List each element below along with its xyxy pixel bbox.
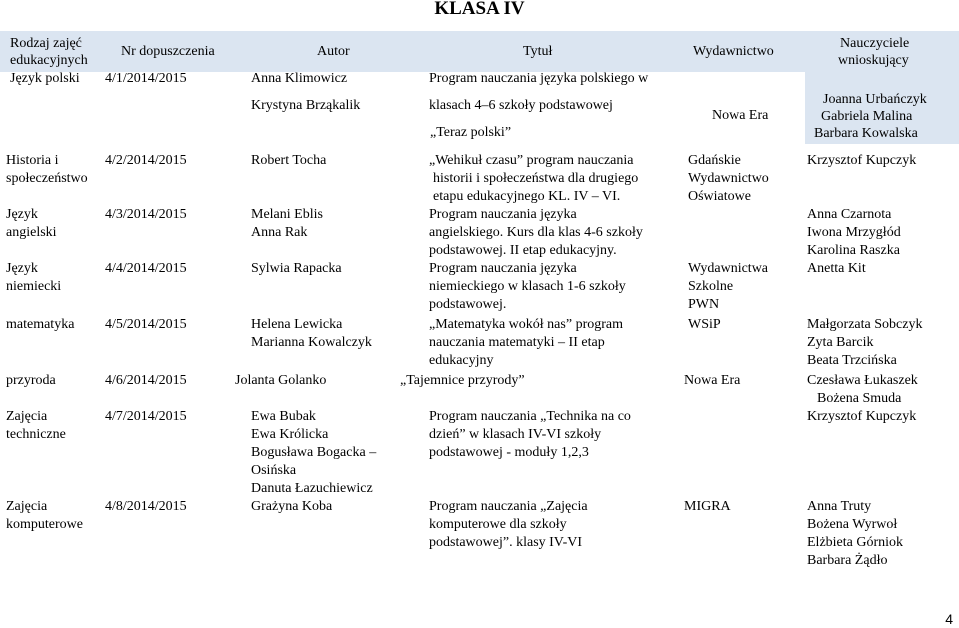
row-1-title-line-1: Program nauczania języka polskiego w	[429, 71, 649, 86]
header-title: Tytuł	[523, 44, 553, 59]
row-1-title-line-2: klasach 4–6 szkoły podstawowej	[429, 98, 613, 113]
row-7-author-2: Ewa Królicka	[251, 427, 329, 442]
row-8-teacher-1: Anna Truty	[807, 499, 872, 514]
header-publisher: Wydawnictwo	[693, 44, 774, 59]
row-3-title-line-3: podstawowej. II etap edukacyjny.	[429, 243, 617, 258]
row-1-author-1: Anna Klimowicz	[251, 71, 348, 86]
row-7-title-line-1: Program nauczania „Technika na co	[429, 409, 631, 424]
row-3-subject-line-1: Język	[6, 207, 38, 222]
row-4-subject-line-1: Język	[6, 261, 38, 276]
row-2-subject-line-1: Historia i	[6, 153, 59, 168]
row-1-teacher-2: Gabriela Malina	[821, 109, 913, 124]
row-8-publisher: MIGRA	[684, 499, 731, 514]
row-5-author-1: Helena Lewicka	[251, 317, 343, 332]
header-subject-line-2: edukacyjnych	[10, 53, 88, 68]
page-title: KLASA IV	[434, 0, 525, 19]
row-5-teacher-3: Beata Trzcińska	[807, 353, 897, 368]
header-author: Autor	[317, 44, 350, 59]
row-3-teacher-1: Anna Czarnota	[807, 207, 892, 222]
row-4-title-line-1: Program nauczania języka	[429, 261, 577, 276]
row-2-publisher-line-1: Gdańskie	[688, 153, 741, 168]
row-6-teacher-1: Czesława Łukaszek	[807, 373, 918, 388]
header-teachers-line-2: wnioskujący	[838, 53, 909, 68]
row-6-teacher-2: Bożena Smuda	[817, 391, 902, 406]
row-5-teacher-1: Małgorzata Sobczyk	[807, 317, 923, 332]
row-6-subject-line-1: przyroda	[6, 373, 56, 388]
row-5-number: 4/5/2014/2015	[105, 317, 187, 332]
row-6-publisher: Nowa Era	[684, 373, 741, 388]
row-4-author-1: Sylwia Rapacka	[251, 261, 342, 276]
row-2-title-line-2: historii i społeczeństwa dla drugiego	[433, 171, 639, 186]
row-1-subject-line-1: Język polski	[10, 71, 80, 86]
header-number: Nr dopuszczenia	[121, 44, 215, 59]
row-1-teacher-3: Barbara Kowalska	[814, 126, 918, 141]
row-1-teacher-1: Joanna Urbańczyk	[823, 92, 927, 107]
row-8-subject-line-2: komputerowe	[6, 517, 83, 532]
row-2-subject-line-2: społeczeństwo	[6, 171, 88, 186]
row-3-number: 4/3/2014/2015	[105, 207, 187, 222]
row-4-title-line-3: podstawowej.	[429, 297, 507, 312]
row-8-teacher-2: Bożena Wyrwoł	[807, 517, 898, 532]
row-1-author-2: Krystyna Brząkalik	[251, 98, 361, 113]
row-1-publisher: Nowa Era	[712, 108, 769, 123]
row-3-title-line-2: angielskiego. Kurs dla klas 4-6 szkoły	[429, 225, 643, 240]
row-2-number: 4/2/2014/2015	[105, 153, 187, 168]
row-3-teacher-2: Iwona Mrzygłód	[807, 225, 901, 240]
row-3-author-2: Anna Rak	[251, 225, 308, 240]
row-4-subject-line-2: niemiecki	[6, 279, 62, 294]
row-8-title-line-1: Program nauczania „Zajęcia	[429, 499, 588, 514]
row-7-author-4: Osińska	[251, 463, 297, 478]
row-5-teacher-2: Zyta Barcik	[807, 335, 874, 350]
row-3-subject-line-2: angielski	[6, 225, 57, 240]
row-8-subject-line-1: Zajęcia	[6, 499, 48, 514]
header-teachers-line-1: Nauczyciele	[840, 36, 910, 51]
row-3-author-1: Melani Eblis	[251, 207, 323, 222]
row-7-teacher-1: Krzysztof Kupczyk	[807, 409, 917, 424]
row-4-publisher-line-3: PWN	[688, 297, 720, 312]
header-subject-line-1: Rodzaj zajęć	[10, 36, 82, 51]
row-8-number: 4/8/2014/2015	[105, 499, 187, 514]
row-7-subject-line-1: Zajęcia	[6, 409, 48, 424]
row-7-subject-line-2: techniczne	[6, 427, 66, 442]
row-5-author-2: Marianna Kowalczyk	[251, 335, 372, 350]
row-2-author-1: Robert Tocha	[251, 153, 327, 168]
row-2-publisher-line-2: Wydawnictwo	[688, 171, 769, 186]
row-4-number: 4/4/2014/2015	[105, 261, 187, 276]
row-2-title-line-3: etapu edukacyjnego KL. IV – VI.	[433, 189, 621, 204]
row-6-number: 4/6/2014/2015	[105, 373, 187, 388]
row-8-author-1: Grażyna Koba	[251, 499, 333, 514]
row-5-publisher: WSiP	[688, 317, 721, 332]
row-4-teacher-1: Anetta Kit	[807, 261, 866, 276]
row-5-title-line-2: nauczania matematyki – II etap	[429, 335, 605, 350]
page-number: 4	[945, 611, 953, 627]
row-4-title-line-2: niemieckiego w klasach 1-6 szkoły	[429, 279, 626, 294]
row-1-title-line-3: „Teraz polski”	[430, 125, 512, 140]
row-3-title-line-1: Program nauczania języka	[429, 207, 577, 222]
row-4-publisher-line-1: Wydawnictwa	[688, 261, 769, 276]
row-8-teacher-4: Barbara Żądło	[807, 553, 888, 568]
row-2-teacher-1: Krzysztof Kupczyk	[807, 153, 917, 168]
row-2-publisher-line-3: Oświatowe	[688, 189, 751, 204]
row-5-title-line-1: „Matematyka wokół nas” program	[429, 317, 623, 332]
row-6-author-1: Jolanta Golanko	[235, 373, 327, 388]
row-5-title-line-3: edukacyjny	[429, 353, 494, 368]
row-8-title-line-2: komputerowe dla szkoły	[429, 517, 567, 532]
row-7-title-line-3: podstawowej - moduły 1,2,3	[429, 445, 589, 460]
row-6-title-line-1: „Tajemnice przyrody”	[400, 373, 525, 388]
row-8-teacher-3: Elżbieta Górniok	[807, 535, 904, 550]
row-7-number: 4/7/2014/2015	[105, 409, 187, 424]
row-1-number: 4/1/2014/2015	[105, 71, 187, 86]
row-4-publisher-line-2: Szkolne	[688, 279, 734, 294]
row-8-title-line-3: podstawowej”. klasy IV-VI	[429, 535, 583, 550]
row-5-subject-line-1: matematyka	[6, 317, 75, 332]
row-3-teacher-3: Karolina Raszka	[807, 243, 900, 258]
row-7-title-line-2: dzień” w klasach IV-VI szkoły	[429, 427, 602, 442]
row-7-author-3: Bogusława Bogacka –	[251, 445, 377, 460]
row-7-author-5: Danuta Łazuchiewicz	[251, 481, 373, 496]
row-2-title-line-1: „Wehikuł czasu” program nauczania	[429, 153, 634, 168]
row-7-author-1: Ewa Bubak	[251, 409, 316, 424]
